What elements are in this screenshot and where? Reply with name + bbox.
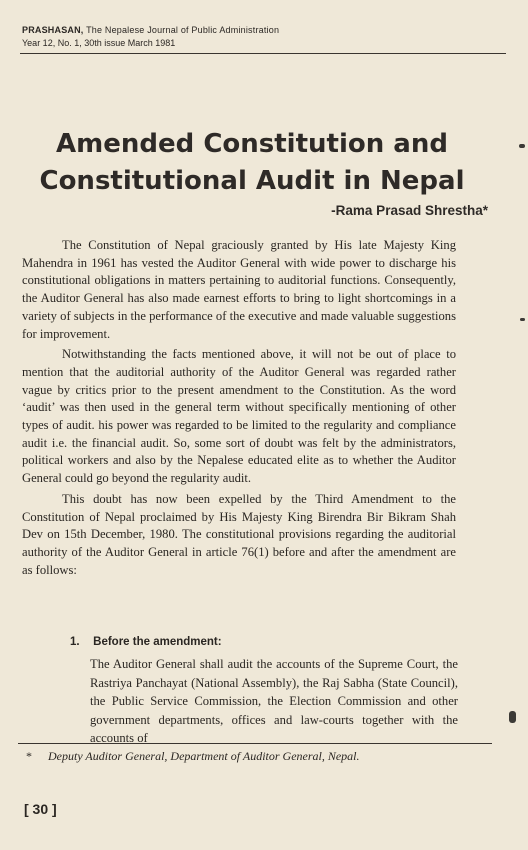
footnote-text: Deputy Auditor General, Department of Auditor General, Nepal.	[48, 749, 360, 763]
edge-speck	[519, 144, 525, 148]
section-number: 1.	[70, 636, 80, 648]
journal-line	[22, 24, 502, 37]
header-divider	[20, 53, 506, 54]
paragraph-2: Notwithstanding the facts mentioned above, it will not be out of place to mention that the auditorial authority of the Auditor General was regarded rather vague by critics prior to the present amendment to the Constitution. As the word ‘audit’ was then used in the general term without specifically mentioning of other types of audit. his power was regarded to be limited to the regularity and compliance audit i.e. the financial audit. So, some sort of doubt was felt by the administrators, political workers and also by the Nepalese educated elite as to whether the Auditor General could go beyond the regularity audit.	[22, 347, 456, 486]
page-number: [ 30 ]	[24, 801, 57, 817]
journal-description: The Nepalese Journal of Public Administration	[86, 25, 280, 35]
section-title: Before the amendment:	[93, 636, 222, 648]
issue-line: Year 12, No. 1, 30th issue March 1981	[22, 38, 176, 48]
paragraph-3: This doubt has now been expelled by the Third Amendment to the Constitution of Nepal proclaimed by His Majesty King Birendra Bir Bikram Shah Dev on 15th December, 1980. The constitutional provisions regarding the auditorial authority of the Auditor General in article 76(1) before and after the amendment are as follows:	[22, 491, 456, 577]
author-byline: -Rama Prasad Shrestha*	[331, 203, 488, 218]
title-line-2: Constitutional Audit in Nepal	[39, 166, 465, 196]
section-heading	[70, 633, 460, 652]
footnote-marker: *	[26, 749, 32, 763]
edge-speck	[509, 711, 516, 723]
section-text: The Auditor General shall audit the accounts of the Supreme Court, the Rastriya Panchayat (National Assembly), the Raj Sabha (State Council), the Public Service Commission, the Election Commission and other government departments, offices and law-courts together with the accounts of	[90, 657, 458, 746]
footnote-divider	[18, 743, 492, 744]
paragraph-1: The Constitution of Nepal graciously granted by His late Majesty King Mahendra in 1961 has vested the Auditor General with wide power to discharge his constitutional obligations in matters pertaining to auditorial functions. Consequently, the Auditor General has also made earnest efforts to bring to light shortcomings in a variety of subjects in the performance of the executive and made valuable suggestions for improvement.	[22, 238, 456, 341]
article-body	[22, 237, 456, 582]
footnote	[26, 747, 456, 765]
journal-name: PRASHASAN,	[22, 25, 84, 35]
running-header	[22, 24, 502, 50]
article-title	[20, 126, 484, 200]
edge-speck	[520, 318, 525, 321]
title-line-1: Amended Constitution and	[56, 129, 448, 159]
